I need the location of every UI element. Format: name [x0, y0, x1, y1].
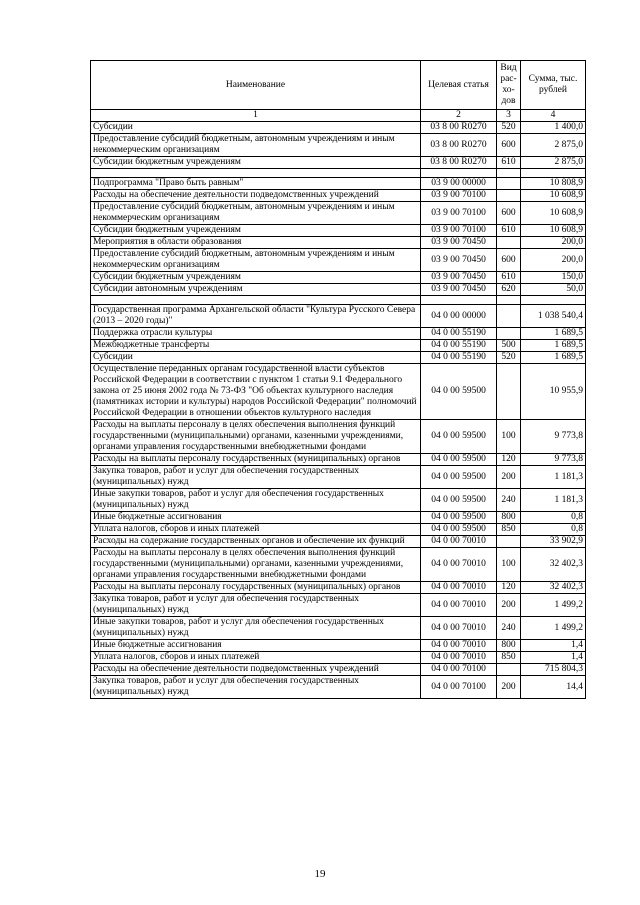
table-row	[91, 536, 586, 548]
sum-cell: 32 402,3	[521, 582, 586, 594]
sum-cell: 1 499,2	[521, 617, 586, 640]
page-number: 19	[314, 868, 326, 880]
sum-cell: 10 808,9	[521, 178, 586, 190]
sum-cell: 1 181,3	[521, 466, 586, 489]
code-cell: 04 0 00 55190	[421, 340, 497, 352]
code-cell: 04 0 00 59500	[421, 466, 497, 489]
sum-cell: 1,4	[521, 652, 586, 664]
code-cell: 04 0 00 59500	[421, 512, 497, 524]
name-cell: Закупка товаров, работ и услуг для обеспечения государственных (муниципальных) нужд	[91, 676, 421, 699]
sum-cell: 0,8	[521, 512, 586, 524]
code-cell: 04 0 00 59500	[421, 454, 497, 466]
sum-cell: 1 038 540,4	[521, 305, 586, 328]
table-row	[91, 190, 586, 202]
table-row	[91, 305, 586, 328]
header-kind: Вид рас-хо-дов	[497, 61, 521, 110]
name-cell: Расходы на обеспечение деятельности подведомственных учреждений	[91, 664, 421, 676]
table-row	[91, 249, 586, 272]
sum-cell: 10 608,9	[521, 190, 586, 202]
kind-cell: 610	[497, 272, 521, 284]
code-cell: 04 0 00 70010	[421, 640, 497, 652]
sum-cell: 14,4	[521, 676, 586, 699]
sum-cell: 0,8	[521, 524, 586, 536]
sum-cell: 1 499,2	[521, 594, 586, 617]
code-cell: 04 0 00 70010	[421, 594, 497, 617]
code-cell	[421, 169, 497, 178]
kind-cell: 850	[497, 652, 521, 664]
kind-cell: 200	[497, 466, 521, 489]
name-cell: Расходы на выплаты персоналу государственных (муниципальных) органов	[91, 454, 421, 466]
sum-cell: 1,4	[521, 640, 586, 652]
name-cell: Расходы на обеспечение деятельности подведомственных учреждений	[91, 190, 421, 202]
sum-cell: 2 875,0	[521, 134, 586, 157]
sum-cell: 150,0	[521, 272, 586, 284]
kind-cell: 620	[497, 284, 521, 296]
code-cell: 03 8 00 R0270	[421, 157, 497, 169]
kind-cell: 610	[497, 157, 521, 169]
kind-cell: 200	[497, 594, 521, 617]
name-cell: Подпрограмма "Право быть равным"	[91, 178, 421, 190]
sum-cell: 1 181,3	[521, 489, 586, 512]
kind-cell: 120	[497, 454, 521, 466]
table-row	[91, 352, 586, 364]
name-cell: Предоставление субсидий бюджетным, автономным учреждениям и иным некоммерческим организациям	[91, 249, 421, 272]
sum-cell: 1 689,5	[521, 352, 586, 364]
kind-cell	[497, 536, 521, 548]
table-row	[91, 202, 586, 225]
name-cell	[91, 169, 421, 178]
table-row	[91, 512, 586, 524]
index-cell: 1	[91, 110, 421, 122]
name-cell: Субсидии автономным учреждениям	[91, 284, 421, 296]
header-row	[91, 61, 586, 110]
kind-cell	[497, 190, 521, 202]
spacer-row	[91, 169, 586, 178]
name-cell: Расходы на выплаты персоналу в целях обеспечения выполнения функций государственными (муниципальными) органами, казенными учреждениями, органами управления государственными внебюджетными фондами	[91, 548, 421, 582]
table-row	[91, 594, 586, 617]
name-cell: Расходы на выплаты персоналу государственных (муниципальных) органов	[91, 582, 421, 594]
kind-cell: 800	[497, 512, 521, 524]
table-row	[91, 548, 586, 582]
name-cell: Межбюджетные трансферты	[91, 340, 421, 352]
table-row	[91, 582, 586, 594]
kind-cell: 600	[497, 134, 521, 157]
name-cell: Субсидии бюджетным учреждениям	[91, 225, 421, 237]
sum-cell: 2 875,0	[521, 157, 586, 169]
code-cell: 03 9 00 70100	[421, 225, 497, 237]
code-cell: 04 0 00 59500	[421, 489, 497, 512]
sum-cell: 715 804,3	[521, 664, 586, 676]
kind-cell: 800	[497, 640, 521, 652]
table-row	[91, 640, 586, 652]
code-cell: 04 0 00 59500	[421, 524, 497, 536]
name-cell: Закупка товаров, работ и услуг для обеспечения государственных (муниципальных) нужд	[91, 466, 421, 489]
sum-cell	[521, 169, 586, 178]
code-cell: 03 9 00 00000	[421, 178, 497, 190]
header-name: Наименование	[91, 61, 421, 110]
code-cell	[421, 296, 497, 305]
name-cell: Мероприятия в области образования	[91, 237, 421, 249]
table-row	[91, 676, 586, 699]
code-cell: 04 0 00 55190	[421, 352, 497, 364]
table-row	[91, 178, 586, 190]
name-cell: Иные закупки товаров, работ и услуг для обеспечения государственных (муниципальных) нужд	[91, 489, 421, 512]
name-cell: Субсидии бюджетным учреждениям	[91, 272, 421, 284]
table-row	[91, 664, 586, 676]
code-cell: 04 0 00 55190	[421, 328, 497, 340]
sum-cell: 200,0	[521, 237, 586, 249]
code-cell: 04 0 00 70010	[421, 536, 497, 548]
name-cell: Субсидии бюджетным учреждениям	[91, 157, 421, 169]
sum-cell: 10 608,9	[521, 202, 586, 225]
code-cell: 04 0 00 59500	[421, 364, 497, 420]
kind-cell: 850	[497, 524, 521, 536]
budget-table	[90, 60, 586, 699]
sum-cell	[521, 296, 586, 305]
table-row	[91, 652, 586, 664]
kind-cell: 200	[497, 676, 521, 699]
kind-cell: 600	[497, 202, 521, 225]
code-cell: 04 0 00 70010	[421, 548, 497, 582]
index-cell: 2	[421, 110, 497, 122]
table-row	[91, 364, 586, 420]
name-cell: Расходы на содержание государственных органов и обеспечение их функций	[91, 536, 421, 548]
sum-cell: 10 955,9	[521, 364, 586, 420]
index-cell: 4	[521, 110, 586, 122]
name-cell: Предоставление субсидий бюджетным, автономным учреждениям и иным некоммерческим организациям	[91, 134, 421, 157]
table-row	[91, 122, 586, 134]
name-cell: Поддержка отрасли культуры	[91, 328, 421, 340]
table-row	[91, 489, 586, 512]
kind-cell: 100	[497, 548, 521, 582]
code-cell: 04 0 00 70100	[421, 664, 497, 676]
sum-cell: 33 902,9	[521, 536, 586, 548]
kind-cell: 610	[497, 225, 521, 237]
code-cell: 04 0 00 70100	[421, 676, 497, 699]
kind-cell	[497, 178, 521, 190]
table-row	[91, 420, 586, 454]
code-cell: 04 0 00 70010	[421, 582, 497, 594]
code-cell: 03 9 00 70450	[421, 284, 497, 296]
table-row	[91, 340, 586, 352]
code-cell: 03 9 00 70450	[421, 237, 497, 249]
name-cell: Субсидии	[91, 352, 421, 364]
kind-cell: 240	[497, 617, 521, 640]
code-cell: 04 0 00 00000	[421, 305, 497, 328]
name-cell: Уплата налогов, сборов и иных платежей	[91, 524, 421, 536]
table-row	[91, 225, 586, 237]
header-code: Целевая статья	[421, 61, 497, 110]
kind-cell	[497, 364, 521, 420]
kind-cell: 240	[497, 489, 521, 512]
table-row	[91, 466, 586, 489]
table-row	[91, 237, 586, 249]
code-cell: 03 9 00 70450	[421, 272, 497, 284]
code-cell: 03 8 00 R0270	[421, 122, 497, 134]
kind-cell	[497, 296, 521, 305]
header-sum: Сумма, тыс. рублей	[521, 61, 586, 110]
index-row	[91, 110, 586, 122]
table-row	[91, 134, 586, 157]
code-cell: 04 0 00 70010	[421, 617, 497, 640]
sum-cell: 1 689,5	[521, 340, 586, 352]
sum-cell: 1 689,5	[521, 328, 586, 340]
kind-cell	[497, 664, 521, 676]
name-cell: Закупка товаров, работ и услуг для обеспечения государственных (муниципальных) нужд	[91, 594, 421, 617]
sum-cell: 32 402,3	[521, 548, 586, 582]
kind-cell: 520	[497, 352, 521, 364]
name-cell: Предоставление субсидий бюджетным, автономным учреждениям и иным некоммерческим организациям	[91, 202, 421, 225]
spacer-row	[91, 296, 586, 305]
sum-cell: 50,0	[521, 284, 586, 296]
table-row	[91, 524, 586, 536]
sum-cell: 10 608,9	[521, 225, 586, 237]
table-row	[91, 454, 586, 466]
kind-cell: 500	[497, 340, 521, 352]
index-cell: 3	[497, 110, 521, 122]
table-row	[91, 617, 586, 640]
code-cell: 03 9 00 70100	[421, 202, 497, 225]
code-cell: 04 0 00 70010	[421, 652, 497, 664]
name-cell: Субсидии	[91, 122, 421, 134]
kind-cell: 600	[497, 249, 521, 272]
kind-cell: 100	[497, 420, 521, 454]
name-cell: Иные закупки товаров, работ и услуг для обеспечения государственных (муниципальных) нужд	[91, 617, 421, 640]
table-row	[91, 157, 586, 169]
kind-cell	[497, 328, 521, 340]
table-row	[91, 272, 586, 284]
name-cell: Иные бюджетные ассигнования	[91, 512, 421, 524]
sum-cell: 1 400,0	[521, 122, 586, 134]
sum-cell: 9 773,8	[521, 420, 586, 454]
kind-cell	[497, 237, 521, 249]
name-cell: Иные бюджетные ассигнования	[91, 640, 421, 652]
table-row	[91, 284, 586, 296]
sum-cell: 9 773,8	[521, 454, 586, 466]
code-cell: 03 9 00 70450	[421, 249, 497, 272]
kind-cell	[497, 169, 521, 178]
kind-cell: 120	[497, 582, 521, 594]
name-cell: Расходы на выплаты персоналу в целях обеспечения выполнения функций государственными (муниципальными) органами, казенными учреждениями, органами управления государственными внебюджетными фондами	[91, 420, 421, 454]
code-cell: 03 9 00 70100	[421, 190, 497, 202]
kind-cell	[497, 305, 521, 328]
name-cell: Осуществление переданных органам государственной власти субъектов Российской Федерации в соответствии с пунктом 1 статьи 9.1 Федерального закона от 25 июня 2002 года № 73-ФЗ "Об объектах культурного наследия (памятниках истории и культуры) народов Российской Федерации" полномочий Российской Федерации в отношении объектов культурного наследия	[91, 364, 421, 420]
code-cell: 04 0 00 59500	[421, 420, 497, 454]
table-row	[91, 328, 586, 340]
name-cell	[91, 296, 421, 305]
name-cell: Уплата налогов, сборов и иных платежей	[91, 652, 421, 664]
name-cell: Государственная программа Архангельской области "Культура Русского Севера (2013 – 2020 годы)"	[91, 305, 421, 328]
sum-cell: 200,0	[521, 249, 586, 272]
kind-cell: 520	[497, 122, 521, 134]
code-cell: 03 8 00 R0270	[421, 134, 497, 157]
table-body	[91, 122, 586, 699]
